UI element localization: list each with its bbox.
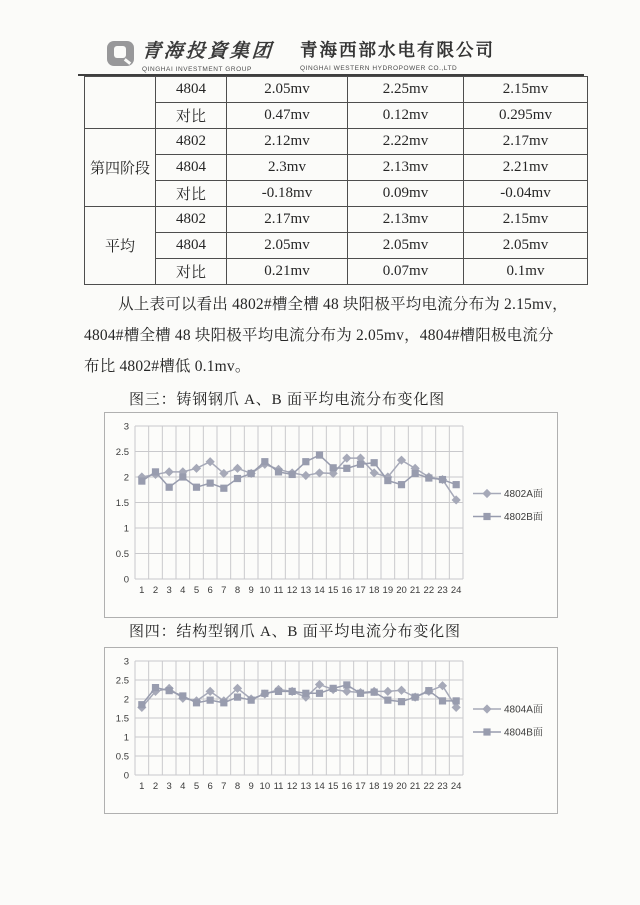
- paragraph-line: 从上表可以看出 4802#槽全槽 48 块阳极平均电流分布为 2.15mv，: [118, 296, 568, 313]
- svg-text:19: 19: [382, 585, 394, 596]
- svg-text:20: 20: [396, 781, 407, 792]
- svg-text:8: 8: [234, 781, 241, 792]
- figure4-line-chart: [105, 648, 555, 811]
- svg-text:1: 1: [123, 523, 129, 535]
- table-cell: 2.12mv: [227, 129, 348, 155]
- table-cell: 0.47mv: [227, 103, 348, 129]
- svg-text:2: 2: [152, 585, 159, 596]
- paragraph-line: 布比 4802#槽低 0.1mv。: [84, 358, 251, 375]
- svg-text:7: 7: [221, 585, 227, 596]
- svg-text:11: 11: [273, 585, 284, 596]
- svg-text:1: 1: [139, 781, 145, 792]
- svg-text:10: 10: [259, 585, 271, 596]
- svg-text:2: 2: [123, 472, 129, 484]
- svg-text:0: 0: [123, 770, 129, 782]
- paragraph-line: 4804#槽全槽 48 块阳极平均电流分布为 2.05mv，4804#槽阳极电流分: [84, 327, 554, 344]
- svg-text:19: 19: [382, 781, 394, 792]
- svg-text:4: 4: [180, 781, 186, 792]
- svg-text:12: 12: [286, 585, 298, 596]
- table-cell: 4802: [156, 129, 227, 155]
- svg-text:6: 6: [207, 781, 213, 792]
- svg-text:17: 17: [355, 585, 366, 596]
- legend-4804B面: [473, 727, 543, 739]
- svg-text:18: 18: [368, 585, 380, 596]
- svg-text:4802B面: 4802B面: [504, 512, 543, 523]
- svg-text:5: 5: [193, 781, 200, 792]
- svg-text:4802A面: 4802A面: [504, 489, 543, 500]
- table-cell: 2.25mv: [348, 77, 464, 103]
- table-cell: 2.21mv: [464, 155, 588, 181]
- svg-text:14: 14: [314, 585, 325, 596]
- group-name-cn: 青海投資集团: [141, 41, 275, 62]
- figure3-chart: [104, 412, 558, 618]
- svg-text:3: 3: [166, 585, 172, 596]
- svg-text:2: 2: [123, 694, 129, 706]
- table-cell: 2.22mv: [348, 129, 464, 155]
- table-cell: 4804: [156, 77, 227, 103]
- table-row: [85, 155, 588, 181]
- table-cell: 2.15mv: [464, 207, 588, 233]
- figure4-chart: [104, 647, 558, 814]
- svg-text:9: 9: [248, 781, 254, 792]
- table-row: [85, 103, 588, 129]
- svg-text:3: 3: [123, 421, 129, 433]
- group-name-block: [142, 36, 274, 73]
- table-row: [85, 181, 588, 207]
- table-cell: 对比: [156, 103, 227, 129]
- legend-4804A面: [473, 704, 543, 716]
- group-name-en: QINGHAI INVESTMENT GROUP: [142, 66, 252, 73]
- table-cell: 4804: [156, 155, 227, 181]
- figure4-caption: 图四：结构型钢爪 A、B 面平均电流分布变化图: [129, 624, 461, 640]
- svg-text:16: 16: [341, 781, 353, 792]
- table-cell: -0.18mv: [227, 181, 348, 207]
- table-cell: 0.21mv: [227, 259, 348, 285]
- svg-text:23: 23: [437, 585, 448, 596]
- svg-text:4804A面: 4804A面: [504, 704, 543, 716]
- table-row: [85, 129, 588, 155]
- svg-text:2: 2: [152, 781, 159, 792]
- svg-text:1: 1: [139, 585, 145, 596]
- table-cell: 4802: [156, 207, 227, 233]
- table-cell: 对比: [156, 181, 227, 207]
- table-row: [85, 233, 588, 259]
- svg-text:6: 6: [207, 585, 213, 596]
- table-cell: 2.17mv: [464, 129, 588, 155]
- legend-4802B面: [473, 511, 543, 523]
- table-group-cell: [85, 77, 156, 129]
- table-cell: 2.17mv: [227, 207, 348, 233]
- table-cell: 2.13mv: [348, 155, 464, 181]
- svg-text:3: 3: [166, 781, 172, 792]
- svg-text:24: 24: [450, 585, 462, 596]
- svg-text:23: 23: [437, 781, 448, 792]
- figure3-line-chart: [105, 413, 555, 615]
- svg-text:12: 12: [286, 781, 298, 792]
- svg-text:0.5: 0.5: [115, 751, 129, 763]
- table-cell: 0.295mv: [464, 103, 588, 129]
- svg-text:15: 15: [327, 585, 339, 596]
- table-cell: 2.13mv: [348, 207, 464, 233]
- table-cell: 0.1mv: [464, 259, 588, 285]
- figure3-caption: 图三：铸钢钢爪 A、B 面平均电流分布变化图: [129, 392, 445, 408]
- company-name-cn: 青海西部水电有限公司: [300, 40, 495, 60]
- svg-text:17: 17: [355, 781, 366, 792]
- svg-text:1.5: 1.5: [115, 498, 129, 509]
- table-row: [85, 77, 588, 103]
- svg-text:15: 15: [327, 781, 339, 792]
- svg-text:7: 7: [221, 781, 227, 792]
- company-name-en: QINGHAI WESTERN HYDROPOWER CO.,LTD: [300, 65, 458, 72]
- table-cell: 0.07mv: [348, 259, 464, 285]
- legend-4802A面: [473, 488, 543, 500]
- svg-text:22: 22: [423, 585, 435, 596]
- table-cell: 2.05mv: [348, 233, 464, 259]
- svg-text:10: 10: [259, 781, 271, 792]
- table-cell: -0.04mv: [464, 181, 588, 207]
- table-group-cell: 平均: [85, 207, 156, 285]
- svg-text:11: 11: [273, 781, 284, 792]
- table-cell: 对比: [156, 259, 227, 285]
- table-group-cell: 第四阶段: [85, 129, 156, 207]
- svg-text:3: 3: [123, 656, 129, 668]
- table-cell: 2.05mv: [227, 77, 348, 103]
- svg-text:9: 9: [248, 585, 254, 596]
- table-cell: 2.05mv: [227, 233, 348, 259]
- table-cell: 0.12mv: [348, 103, 464, 129]
- svg-text:2.5: 2.5: [115, 675, 129, 687]
- svg-text:22: 22: [423, 781, 435, 792]
- company-name-block: [300, 37, 495, 72]
- table-cell: 2.3mv: [227, 155, 348, 181]
- svg-text:2.5: 2.5: [115, 447, 129, 458]
- svg-text:20: 20: [396, 585, 407, 596]
- svg-text:5: 5: [193, 585, 200, 596]
- svg-text:18: 18: [368, 781, 380, 792]
- table-row: [85, 259, 588, 285]
- svg-text:0: 0: [123, 574, 129, 586]
- svg-text:13: 13: [300, 585, 312, 596]
- svg-text:16: 16: [341, 585, 353, 596]
- current-distribution-table: [84, 76, 588, 285]
- svg-text:14: 14: [314, 781, 325, 792]
- svg-text:4: 4: [180, 585, 186, 596]
- svg-text:24: 24: [450, 781, 462, 792]
- svg-text:4804B面: 4804B面: [504, 727, 543, 739]
- svg-text:1: 1: [123, 732, 129, 744]
- svg-text:1.5: 1.5: [115, 713, 129, 725]
- svg-text:21: 21: [409, 585, 421, 596]
- summary-paragraph: [84, 289, 584, 382]
- svg-text:21: 21: [409, 781, 421, 792]
- svg-text:0.5: 0.5: [115, 549, 129, 560]
- company-logo-icon: [107, 41, 134, 66]
- svg-text:8: 8: [234, 585, 241, 596]
- table-cell: 2.05mv: [464, 233, 588, 259]
- table-cell: 4804: [156, 233, 227, 259]
- svg-text:13: 13: [300, 781, 312, 792]
- table-cell: 0.09mv: [348, 181, 464, 207]
- table-row: [85, 207, 588, 233]
- table-cell: 2.15mv: [464, 77, 588, 103]
